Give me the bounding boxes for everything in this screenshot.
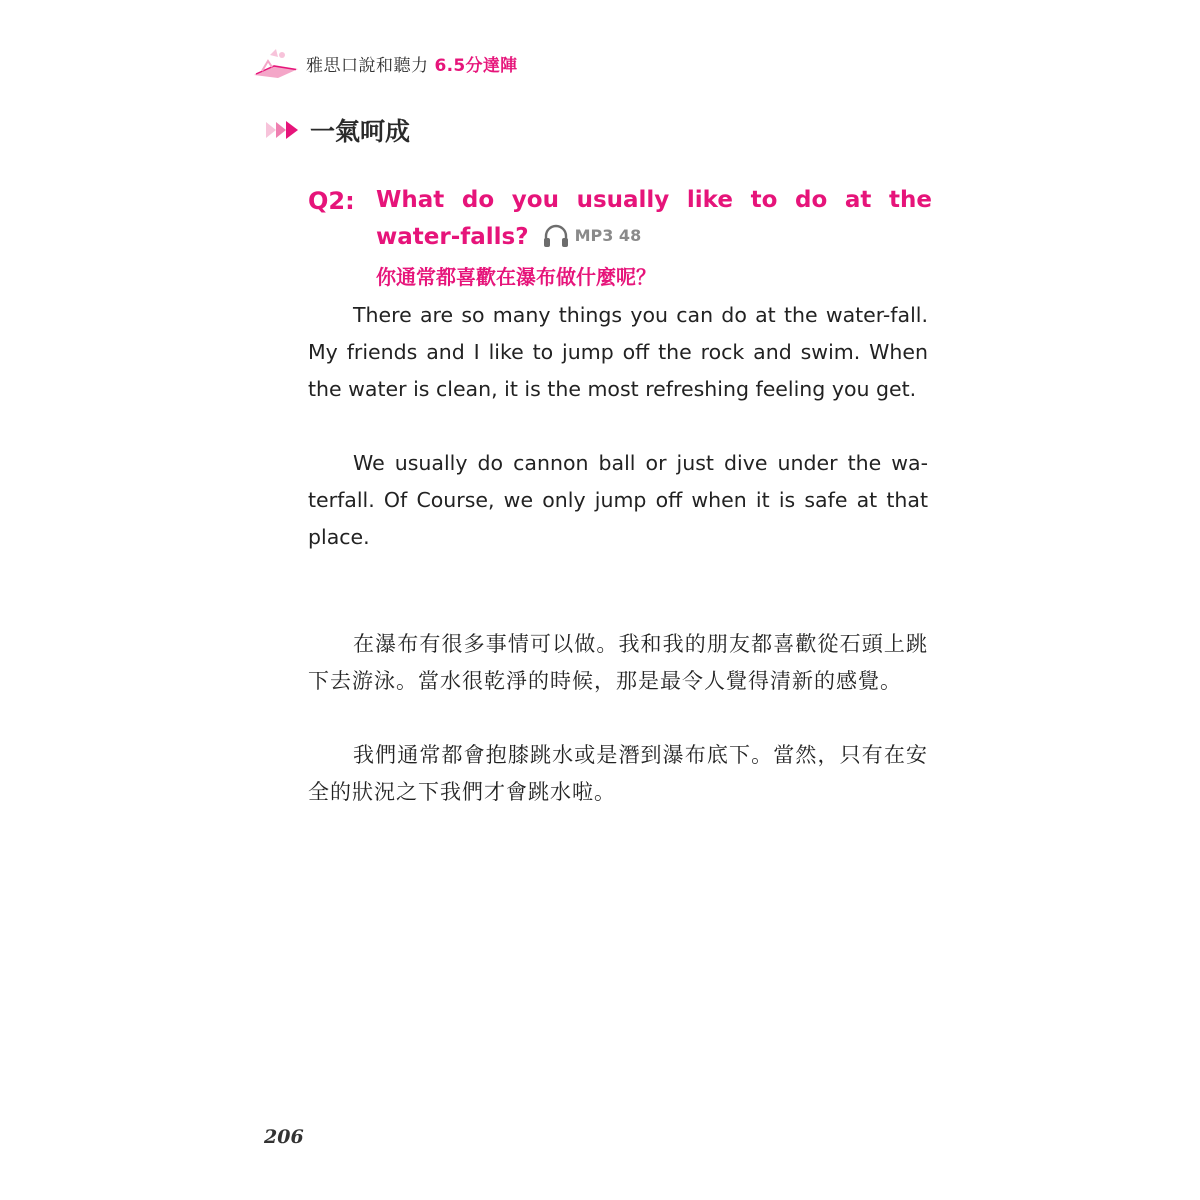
section-heading — [266, 110, 410, 150]
question-text — [376, 182, 932, 256]
answer-paragraph: 我們通常都會抱膝跳水或是潛到瀑布底下。當然，只有在安全的狀況之下我們才會跳水啦。 — [308, 743, 928, 804]
answer-paragraph: There are so many things you can do at the water-fall. My friends and I like to jump off the rock and swim. When the water is clean, it is the most refreshing feeling you get. — [308, 303, 928, 401]
book-title-highlight: 6.5分達陣 — [434, 55, 518, 76]
headphones-icon — [543, 224, 575, 248]
audio-track-tag — [543, 217, 642, 254]
page-number: 206 — [264, 1126, 304, 1148]
answer-paragraph: 在瀑布有很多事情可以做。我和我的朋友都喜歡從石頭上跳下去游泳。當水很乾淨的時候，那是最令人覺得清新的感覺。 — [308, 632, 928, 693]
book-title: 雅思口說和聽力 — [306, 55, 429, 76]
answer-paragraph: We usually do cannon ball or just dive under the wa-terfall. Of Course, we only jump off when it is safe at that place. — [308, 451, 928, 549]
question-number: Q2: — [308, 187, 355, 215]
section-title: 一氣呵成 — [310, 117, 411, 146]
question-translation: 你通常都喜歡在瀑布做什麼呢？ — [376, 265, 656, 289]
triple-arrow-icon — [266, 118, 302, 142]
question-text-content: What do you usually like to do at the water-falls? — [376, 187, 932, 250]
question-block — [308, 182, 948, 296]
answer-english — [308, 297, 928, 556]
answer-chinese — [308, 626, 928, 811]
book-logo-icon — [252, 47, 300, 79]
running-header — [252, 46, 517, 80]
audio-track-label: MP3 48 — [574, 226, 642, 245]
